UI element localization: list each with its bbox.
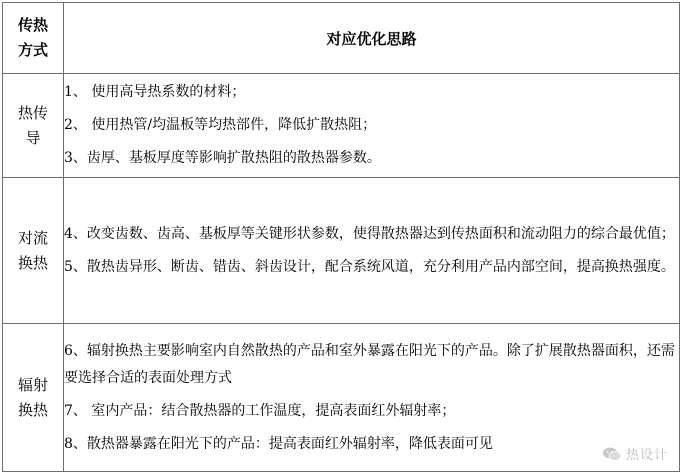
watermark — [602, 444, 668, 463]
ideas-cell — [64, 74, 680, 178]
idea-item: 4、改变齿数、齿高、基板厚等关键形状参数，使得散热器达到传热面积和流动阻力的综合最优值； — [64, 225, 675, 242]
idea-item: 8、散热器暴露在阳光下的产品：提高表面红外辐射率，降低表面可见 — [64, 435, 493, 452]
wechat-icon — [602, 446, 622, 462]
method-cell — [3, 74, 64, 178]
header-method-line1: 传热 — [17, 16, 48, 34]
method-line1: 辐射 — [17, 375, 48, 394]
header-method — [3, 3, 64, 74]
ideas-cell — [64, 178, 680, 324]
table-row — [3, 178, 680, 324]
method-line2: 换热 — [17, 400, 48, 419]
table-row — [3, 74, 680, 178]
ideas-cell — [64, 324, 680, 472]
method-line1: 对流 — [17, 228, 48, 247]
header-method-line2: 方式 — [17, 41, 48, 59]
idea-item: 6、辐射换热主要影响室内自然散热的产品和室外暴露在阳光下的产品。除了扩展散热器面积，还需要选择合适的表面处理方式 — [64, 342, 675, 386]
method-line1: 热传 — [17, 103, 48, 122]
table-header-row — [3, 3, 680, 74]
idea-item: 5、散热齿异形、断齿、错齿、斜齿设计，配合系统风道，充分利用产品内部空间，提高换热强度。 — [64, 258, 675, 275]
idea-item: 1、 使用高导热系数的材料； — [64, 84, 246, 100]
table-row — [3, 324, 680, 472]
method-line2: 换热 — [17, 253, 48, 272]
method-line2: 导 — [25, 128, 41, 147]
idea-item: 2、 使用热管/均温板等均热部件，降低扩散热阻； — [64, 117, 377, 133]
idea-item: 3、齿厚、基板厚度等影响扩散热阻的散热器参数。 — [64, 150, 381, 166]
header-ideas: 对应优化思路 — [64, 3, 680, 74]
idea-item: 7、 室内产品：结合散热器的工作温度，提高表面红外辐射率； — [64, 402, 456, 419]
method-cell — [3, 178, 64, 324]
watermark-text: 热设计 — [625, 448, 668, 463]
method-cell — [3, 324, 64, 472]
optimization-table — [2, 2, 680, 472]
